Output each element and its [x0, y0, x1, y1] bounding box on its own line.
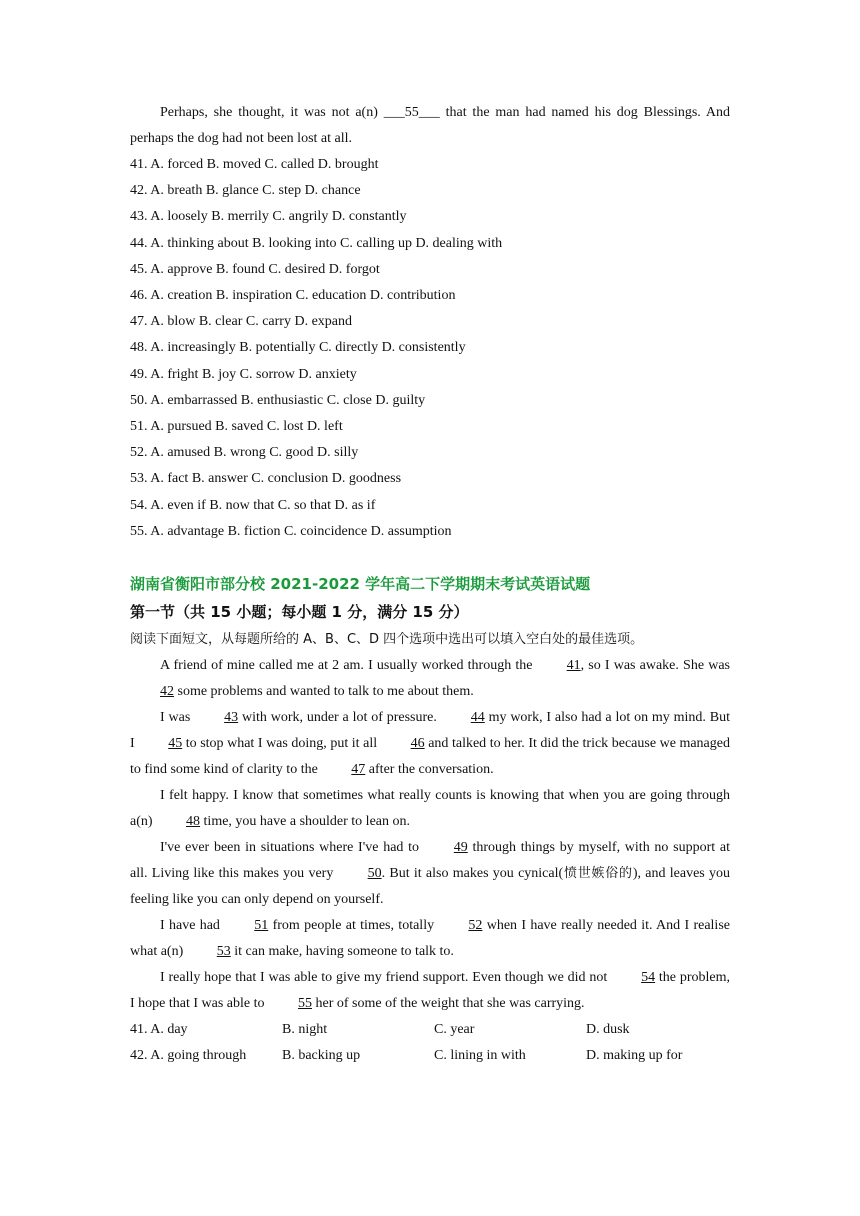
blank-49: 49 — [453, 840, 468, 856]
blank-55: ___55___ — [383, 105, 440, 120]
option-line: 43. A. loosely B. merrily C. angrily D. constantly — [130, 209, 407, 225]
blank-52: 52 — [468, 918, 483, 934]
passage — [130, 653, 730, 1017]
blank-48: 48 — [186, 814, 201, 830]
text-run: I've ever been in situations where I've had to — [160, 840, 424, 856]
blank-46: 46 — [410, 736, 425, 752]
passage-paragraph — [130, 705, 730, 783]
option-line: 54. A. even if B. now that C. so that D. as if — [130, 497, 376, 513]
blank-44: 44 — [470, 710, 485, 726]
blank-45: 45 — [168, 736, 183, 752]
option-line: 41. A. forced B. moved C. called D. brought — [130, 157, 379, 172]
option-line: 48. A. increasingly B. potentially C. directly D. consistently — [130, 340, 466, 356]
blank-47: 47 — [351, 762, 366, 778]
text-run: with work, under a lot of pressure. — [238, 710, 441, 726]
text-run: from people at times, totally — [268, 918, 439, 934]
text-run: my work, I also had a lot on my mind. But I — [130, 710, 731, 752]
text-run: through things by myself, with no support at all. Living like this makes you very — [130, 840, 730, 882]
text-run: I have had — [160, 918, 225, 934]
option-line: 52. A. amused B. wrong C. good D. silly — [130, 445, 359, 461]
text-run: the problem, I hope that I was able to — [130, 970, 731, 1012]
text-run: I really hope that I was able to give my friend support. Even though we did not — [160, 970, 612, 986]
option-line: 42. A. breath B. glance C. step D. chance — [130, 183, 361, 199]
text-run: 愤世嫉俗的 — [563, 866, 633, 882]
blank-43: 43 — [224, 710, 239, 726]
intro-paragraph — [130, 100, 730, 152]
section-heading: 第一节（共 15 小题；每小题 1 分，满分 15 分） — [130, 603, 469, 622]
option-d: D. dusk — [586, 1022, 630, 1038]
blank-54: 54 — [641, 970, 656, 986]
text-run: A friend of mine called me at 2 am. I usually worked through the — [160, 658, 537, 674]
blank-42: 42 — [160, 684, 174, 700]
blank-53: 53 — [216, 944, 231, 960]
option-row — [130, 1017, 730, 1043]
text-run: some problems and wanted to talk to me about them. — [174, 684, 474, 700]
passage-paragraph — [130, 965, 730, 1017]
option-row — [130, 1043, 730, 1069]
passage-paragraph — [130, 783, 730, 835]
document-page — [130, 100, 730, 1069]
blank-51: 51 — [254, 918, 269, 934]
passage-paragraph — [130, 835, 730, 913]
text-run: I was — [160, 710, 195, 726]
options-list-first — [130, 152, 730, 545]
text-run: , so I was awake. She was — [580, 658, 730, 674]
option-c: C. lining in with — [434, 1048, 526, 1064]
text-run: I felt happy. I know that sometimes what really counts is knowing that when you are going through a(n) — [130, 788, 730, 830]
text-run: Perhaps, she thought, it was not a(n) — [160, 105, 384, 120]
text-run: time, you have a shoulder to lean on. — [200, 814, 410, 830]
text-run: it can make, having someone to talk to. — [230, 944, 454, 960]
instruction-text: 阅读下面短文，从每题所给的 A、B、C、D 四个选项中选出可以填入空白处的最佳选项。 — [130, 632, 644, 648]
option-line: 44. A. thinking about B. looking into C. calling up D. dealing with — [130, 235, 503, 251]
option-line: 55. A. advantage B. fiction C. coincidence D. assumption — [130, 523, 452, 539]
option-line: 50. A. embarrassed B. enthusiastic C. close D. guilty — [130, 392, 426, 408]
text-run: to stop what I was doing, put it all — [182, 736, 381, 752]
option-line: 49. A. fright B. joy C. sorrow D. anxiety — [130, 366, 357, 382]
passage-paragraph — [130, 653, 730, 705]
option-line: 53. A. fact B. answer C. conclusion D. goodness — [130, 471, 402, 487]
option-a: 42. A. going through — [130, 1048, 247, 1064]
text-run: . But it also makes you cynical( — [381, 866, 564, 882]
option-c: C. year — [434, 1022, 475, 1038]
exam-title: 湖南省衡阳市部分校 2021-2022 学年高二下学期期末考试英语试题 — [130, 575, 591, 594]
option-line: 45. A. approve B. found C. desired D. forgot — [130, 261, 380, 277]
text-run: after the conversation. — [365, 762, 494, 778]
text-run: and talked to her. It did the trick because we managed to find some kind of clarity to the — [130, 736, 730, 778]
options-table-second — [130, 1017, 730, 1069]
text-run: ), and leaves you feeling like you can only depend on yourself. — [130, 866, 731, 908]
blank-50: 50 — [367, 866, 382, 882]
option-b: B. backing up — [282, 1048, 361, 1064]
option-b: B. night — [282, 1022, 328, 1038]
option-d: D. making up for — [586, 1048, 683, 1064]
passage-paragraph — [130, 913, 730, 965]
blank-41: 41 — [566, 658, 581, 674]
text-run: that the man had named his dog Blessings. And perhaps the dog had not been lost at all. — [130, 105, 730, 146]
option-line: 47. A. blow B. clear C. carry D. expand — [130, 314, 352, 330]
text-run: when I have really needed it. And I realise what a(n) — [130, 918, 730, 960]
option-a: 41. A. day — [130, 1022, 188, 1038]
text-run: her of some of the weight that she was carrying. — [312, 996, 585, 1012]
option-line: 46. A. creation B. inspiration C. education D. contribution — [130, 288, 456, 304]
blank-55: 55 — [298, 996, 313, 1012]
option-line: 51. A. pursued B. saved C. lost D. left — [130, 419, 343, 435]
